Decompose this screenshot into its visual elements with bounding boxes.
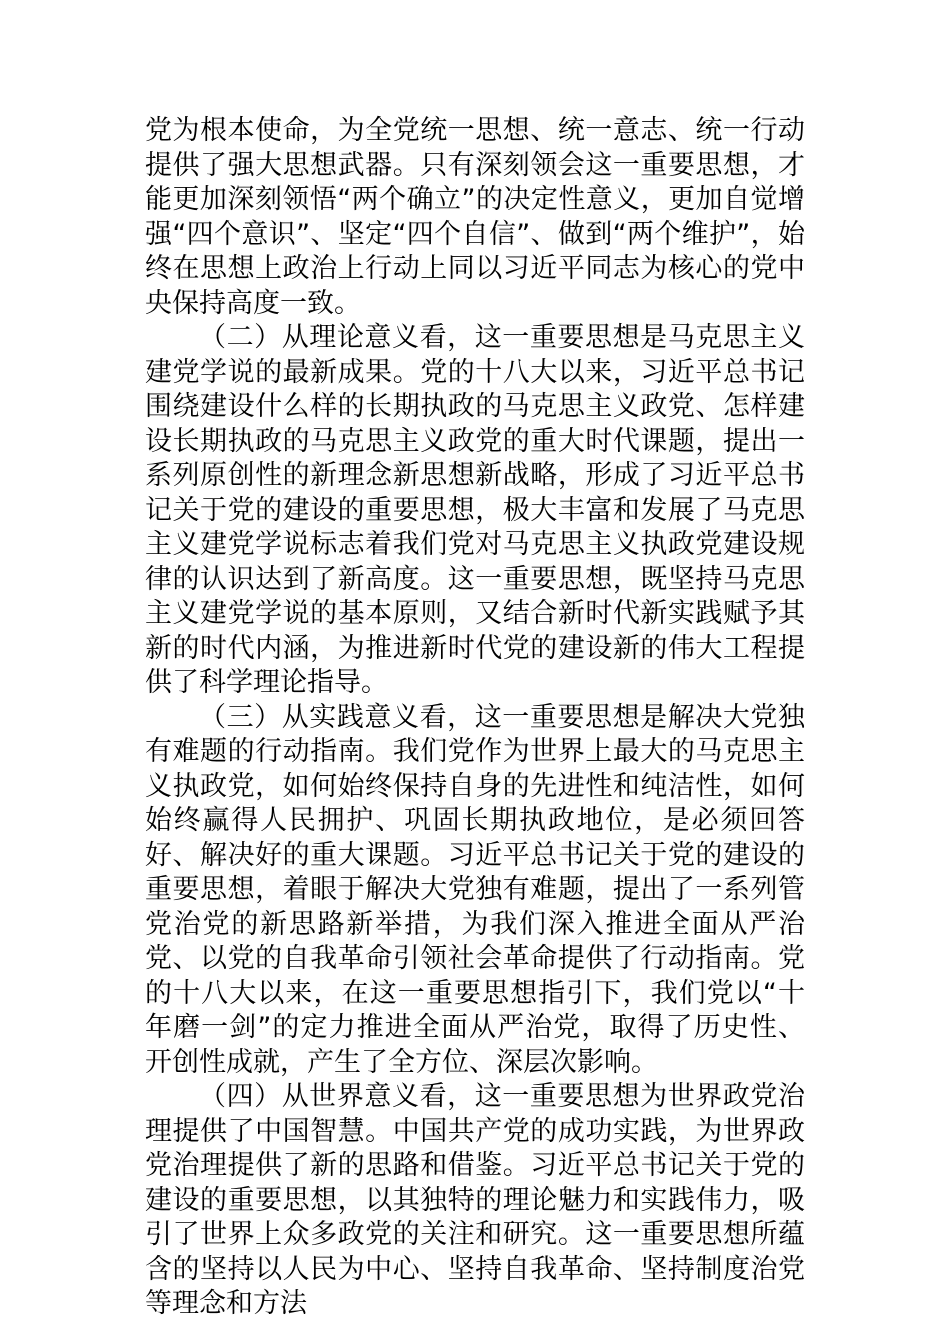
paragraph-4-world-significance: （四）从世界意义看，这一重要思想为世界政党治理提供了中国智慧。中国共产党的成功实践，为世界政党治理提供了新的思路和借鉴。习近平总书记关于党的建设的重要思想，以其独特的理论魅力和实践伟力，吸引了世界上众多政党的关注和研究。这一重要思想所蕴含的坚持以人民为中心、坚持自我革命、坚持制度治党等理念和方法	[145, 1081, 805, 1319]
paragraph-3-practice-significance: （三）从实践意义看，这一重要思想是解决大党独有难题的行动指南。我们党作为世界上最大的马克思主义执政党，如何始终保持自身的先进性和纯洁性，如何始终赢得人民拥护、巩固长期执政地位，是必须回答好、解决好的重大课题。习近平总书记关于党的建设的重要思想，着眼于解决大党独有难题，提出了一系列管党治党的新思路新举措，为我们深入推进全面从严治党、以党的自我革命引领社会革命提供了行动指南。党的十八大以来，在这一重要思想指引下，我们党以“十年磨一剑”的定力推进全面从严治党，取得了历史性、开创性成就，产生了全方位、深层次影响。	[145, 701, 805, 1078]
body-text	[145, 114, 805, 1322]
paragraph-1-continuation: 党为根本使命，为全党统一思想、统一意志、统一行动提供了强大思想武器。只有深刻领会这一重要思想，才能更加深刻领悟“两个确立”的决定性意义，更加自觉增强“四个意识”、坚定“四个自信”、做到“两个维护”，始终在思想上政治上行动上同以习近平同志为核心的党中央保持高度一致。	[145, 115, 805, 319]
paragraph-2-theory-significance: （二）从理论意义看，这一重要思想是马克思主义建党学说的最新成果。党的十八大以来，习近平总书记围绕建设什么样的长期执政的马克思主义政党、怎样建设长期执政的马克思主义政党的重大时代课题，提出一系列原创性的新理念新思想新战略，形成了习近平总书记关于党的建设的重要思想，极大丰富和发展了马克思主义建党学说标志着我们党对马克思主义执政党建设规律的认识达到了新高度。这一重要思想，既坚持马克思主义建党学说的基本原则，又结合新时代新实践赋予其新的时代内涵，为推进新时代党的建设新的伟大工程提供了科学理论指导。	[145, 322, 805, 698]
